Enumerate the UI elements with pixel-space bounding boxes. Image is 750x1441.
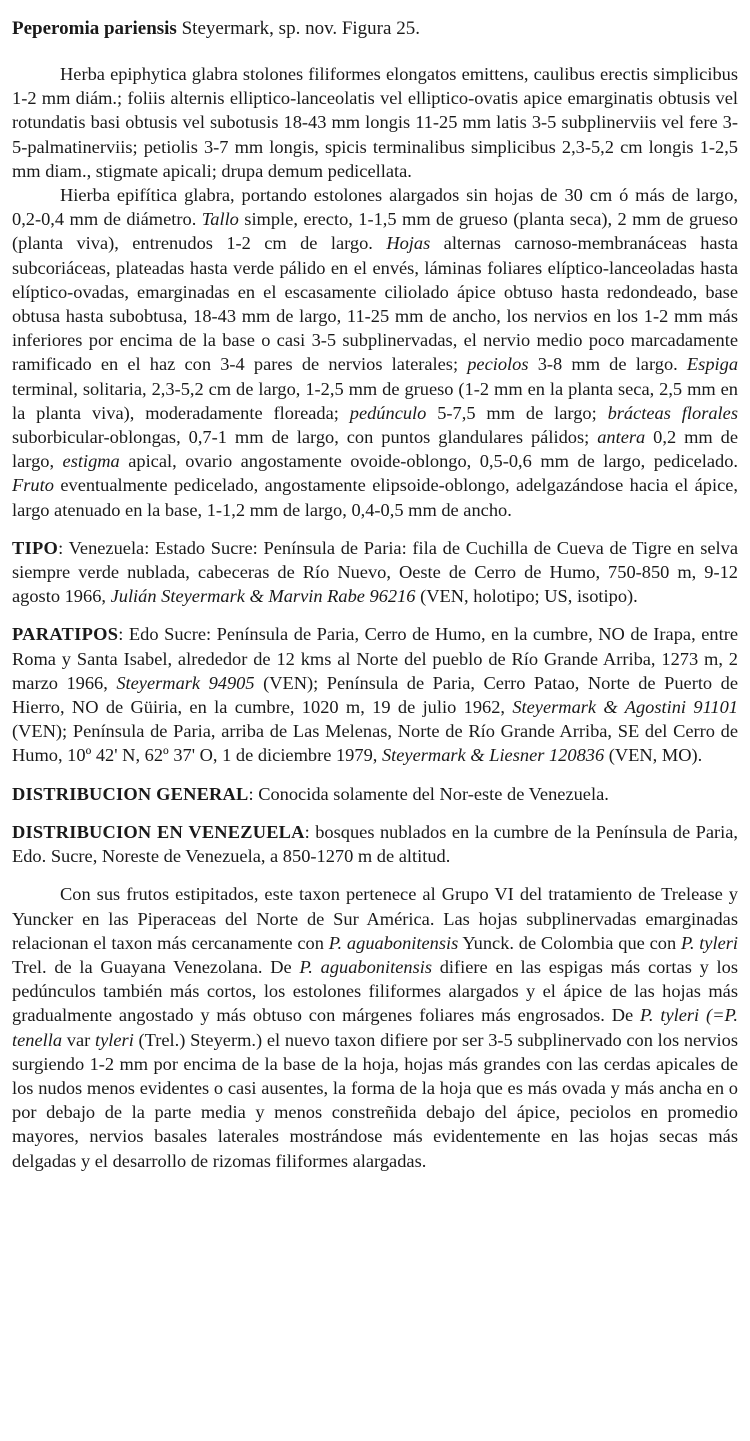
desc-text: 0,2 mm de largo, bbox=[12, 427, 739, 472]
species-authority: Steyermark, sp. nov. Figura 25. bbox=[176, 18, 420, 39]
paratipos-text: (VEN); Península de Paria, Cerro Patao, Norte de Puerto de Hierro, NO de Güiria, en la cumbre, 1020 m, 19 de julio 1962, bbox=[12, 672, 738, 718]
desc-text: alternas carnoso-membranáceas hasta subcoriáceas, plateadas hasta verde pálido en el envés, láminas foliares elíptico-lanceoladas hasta elíptico-ovadas, emarginadas en el escasamente ciliolado ápice obtuso hasta redondeado, base obtusa hasta subobtusa, 18-43 mm de largo, 11-25 mm de ancho, los nervios en los 1-2 mm más inferiores por encima de la base o casi 3-5 subplinervadas, el nervio medio poco marcadamente ramificado en el haz con 3-4 pares de nervios laterales; bbox=[12, 233, 738, 375]
desc-text: eventualmente pedicelado, angostamente elipsoide-oblongo, adelgazándose hacia el ápice, largo atenuado en la base, 1-1,2 mm de largo, 0,4-0,5 mm de ancho. bbox=[12, 475, 738, 520]
paratipos-collector: Steyermark & Liesner 120836 bbox=[381, 745, 605, 766]
desc-text: 3-8 mm de largo. bbox=[528, 354, 687, 375]
distribucion-general-text: : Conocida solamente del Nor-este de Venezuela. bbox=[248, 783, 609, 804]
species-name: Peperomia pariensis bbox=[12, 18, 177, 39]
species-ref: P. aguabonitensis bbox=[299, 956, 432, 977]
latin-diagnosis: Herba epiphytica glabra stolones filiformes elongatos emittens, caulibus erectis simplicibus 1-2 mm diám.; foliis alternis elliptico-lanceolatis vel elliptico-ovatis apice emarginatis obtusis vel rotundatis basi obtusis vel subotusis 18-43 mm longis 11-25 mm latis 3-5 subplinerviis vel fere 3-5-palmatinerviis; petiolis 3-7 mm longis, spicis terminalibus simplicibus 2,3-5,2 cm longis 1-2,5 mm diam., stigmate apicali; drupa demum pedicellata. bbox=[12, 64, 738, 181]
distribucion-general-label: DISTRIBUCION GENERAL bbox=[12, 783, 249, 804]
term-hojas: Hojas bbox=[386, 233, 431, 254]
paratipos-text: (VEN, MO). bbox=[604, 745, 703, 766]
tipo-label: TIPO bbox=[12, 537, 59, 558]
desc-text: apical, ovario angostamente ovoide-oblongo, 0,5-0,6 mm de largo, pedicelado. bbox=[119, 451, 738, 472]
paratipos-text: : Edo Sucre: Península de Paria, Cerro de Humo, en la cumbre, NO de Irapa, entre Roma y Santa Isabel, alrededor de 12 kms al Norte del pueblo de Río Grande Arriba, 1273 m, 2 marzo 1966, bbox=[12, 624, 738, 693]
tipo-text: : Venezuela: Estado Sucre: Península de Paria: fila de Cuchilla de Cueva de Tigre en selva siempre verde nublada, cabeceras de Río Nuevo, Oeste de Cerro de Humo, 750-850 m, 9-12 agosto 1966, bbox=[12, 537, 738, 607]
tipo-collector: Julián Steyermark & Marvin Rabe 96216 bbox=[110, 586, 416, 607]
desc-text: simple, erecto, 1-1,5 mm de grueso (planta seca), 2 mm de grueso (planta viva), entrenudos 1-2 cm de largo. bbox=[12, 209, 739, 254]
species-ref: P. tyleri bbox=[680, 932, 739, 953]
paratipos-label: PARATIPOS bbox=[12, 624, 119, 645]
term-espiga: Espiga bbox=[686, 354, 739, 375]
term-fruto: Fruto bbox=[12, 475, 54, 496]
desc-text: terminal, solitaria, 2,3-5,2 cm de largo, 1-2,5 mm de grueso (1-2 mm en la planta seca, 2,5 mm en la planta viva), moderadamente floreada; bbox=[12, 378, 738, 423]
discussion-text: Yunck. de Colombia que con bbox=[458, 932, 681, 953]
discussion-text: var bbox=[62, 1029, 95, 1050]
species-ref: P. tyleri (=P. tenella bbox=[12, 1005, 738, 1050]
term-pedunculo: pedúnculo bbox=[349, 402, 427, 423]
paratipos-collector: Steyermark 94905 bbox=[116, 672, 255, 693]
desc-text: suborbicular-oblongas, 0,7-1 mm de largo, con puntos glandulares pálidos; bbox=[12, 427, 598, 448]
discussion-text: (Trel.) Steyerm.) el nuevo taxon difiere por ser 3-5 subplinervado con los nervios surgiendo 1-2 mm por encima de la base de la hoja, hojas más grandes con las cerdas apicales de los nudos menos evidentes o casi ausentes, la forma de la hoja que es más ovada y más ancha en o por debajo de la parte media y menos constreñida debajo del ápice, peciolos en promedio mayores, nervios basales laterales mostrándose más evidentemente en las hojas secas más delgadas y el desarrollo de rizomas filiformes alargadas. bbox=[12, 1029, 738, 1171]
distribucion-general-section bbox=[12, 782, 738, 806]
discussion-text: Trel. de la Guayana Venezolana. De bbox=[12, 956, 300, 977]
paratipos-text: (VEN); Península de Paria, arriba de Las Melenas, Norte de Río Grande Arriba, SE del Cerro de Humo, 10º 42' N, 62º 37' O, 1 de diciembre 1979, bbox=[12, 721, 738, 766]
species-ref: tyleri bbox=[95, 1029, 134, 1050]
tipo-section bbox=[12, 536, 738, 609]
species-heading bbox=[12, 16, 738, 42]
paratipos-collector: Steyermark & Agostini 91101 bbox=[512, 697, 738, 718]
term-antera: antera bbox=[597, 427, 646, 448]
distribucion-venezuela-text: : bosques nublados en la cumbre de la Península de Paria, Edo. Sucre, Noreste de Venezuela, a 850-1270 m de altitud. bbox=[12, 821, 738, 867]
spanish-description bbox=[12, 183, 738, 522]
paratipos-section bbox=[12, 622, 738, 767]
term-peciolos: peciolos bbox=[467, 354, 529, 375]
discussion-paragraph bbox=[12, 882, 738, 1172]
term-estigma: estigma bbox=[62, 451, 120, 472]
distribucion-venezuela-section bbox=[12, 820, 738, 868]
discussion-text: Con sus frutos estipitados, este taxon pertenece al Grupo VI del tratamiento de Trelease y Yuncker en las Piperaceas del Norte de Sur América. Las hojas subplinervadas emarginadas relacionan el taxon más cercanamente con bbox=[12, 884, 738, 953]
distribucion-venezuela-label: DISTRIBUCION EN VENEZUELA bbox=[12, 821, 305, 842]
desc-text: 5-7,5 mm de largo; bbox=[426, 402, 608, 423]
species-ref: P. aguabonitensis bbox=[328, 932, 459, 953]
desc-text: Hierba epifítica glabra, portando estolones alargados sin hojas de 30 cm ó más de largo, 0,2-0,4 mm de diámetro. bbox=[12, 185, 738, 230]
term-bracteas: brácteas florales bbox=[607, 402, 738, 423]
term-tallo: Tallo bbox=[201, 209, 239, 230]
discussion-text: difiere en las espigas más cortas y los pedúnculos también más cortos, los estolones filiformes alargados y el ápice de las hojas más gradualmente angostado y más obtuso con márgenes foliares más engrosados. De bbox=[12, 956, 738, 1026]
tipo-text: (VEN, holotipo; US, isotipo). bbox=[415, 586, 638, 607]
